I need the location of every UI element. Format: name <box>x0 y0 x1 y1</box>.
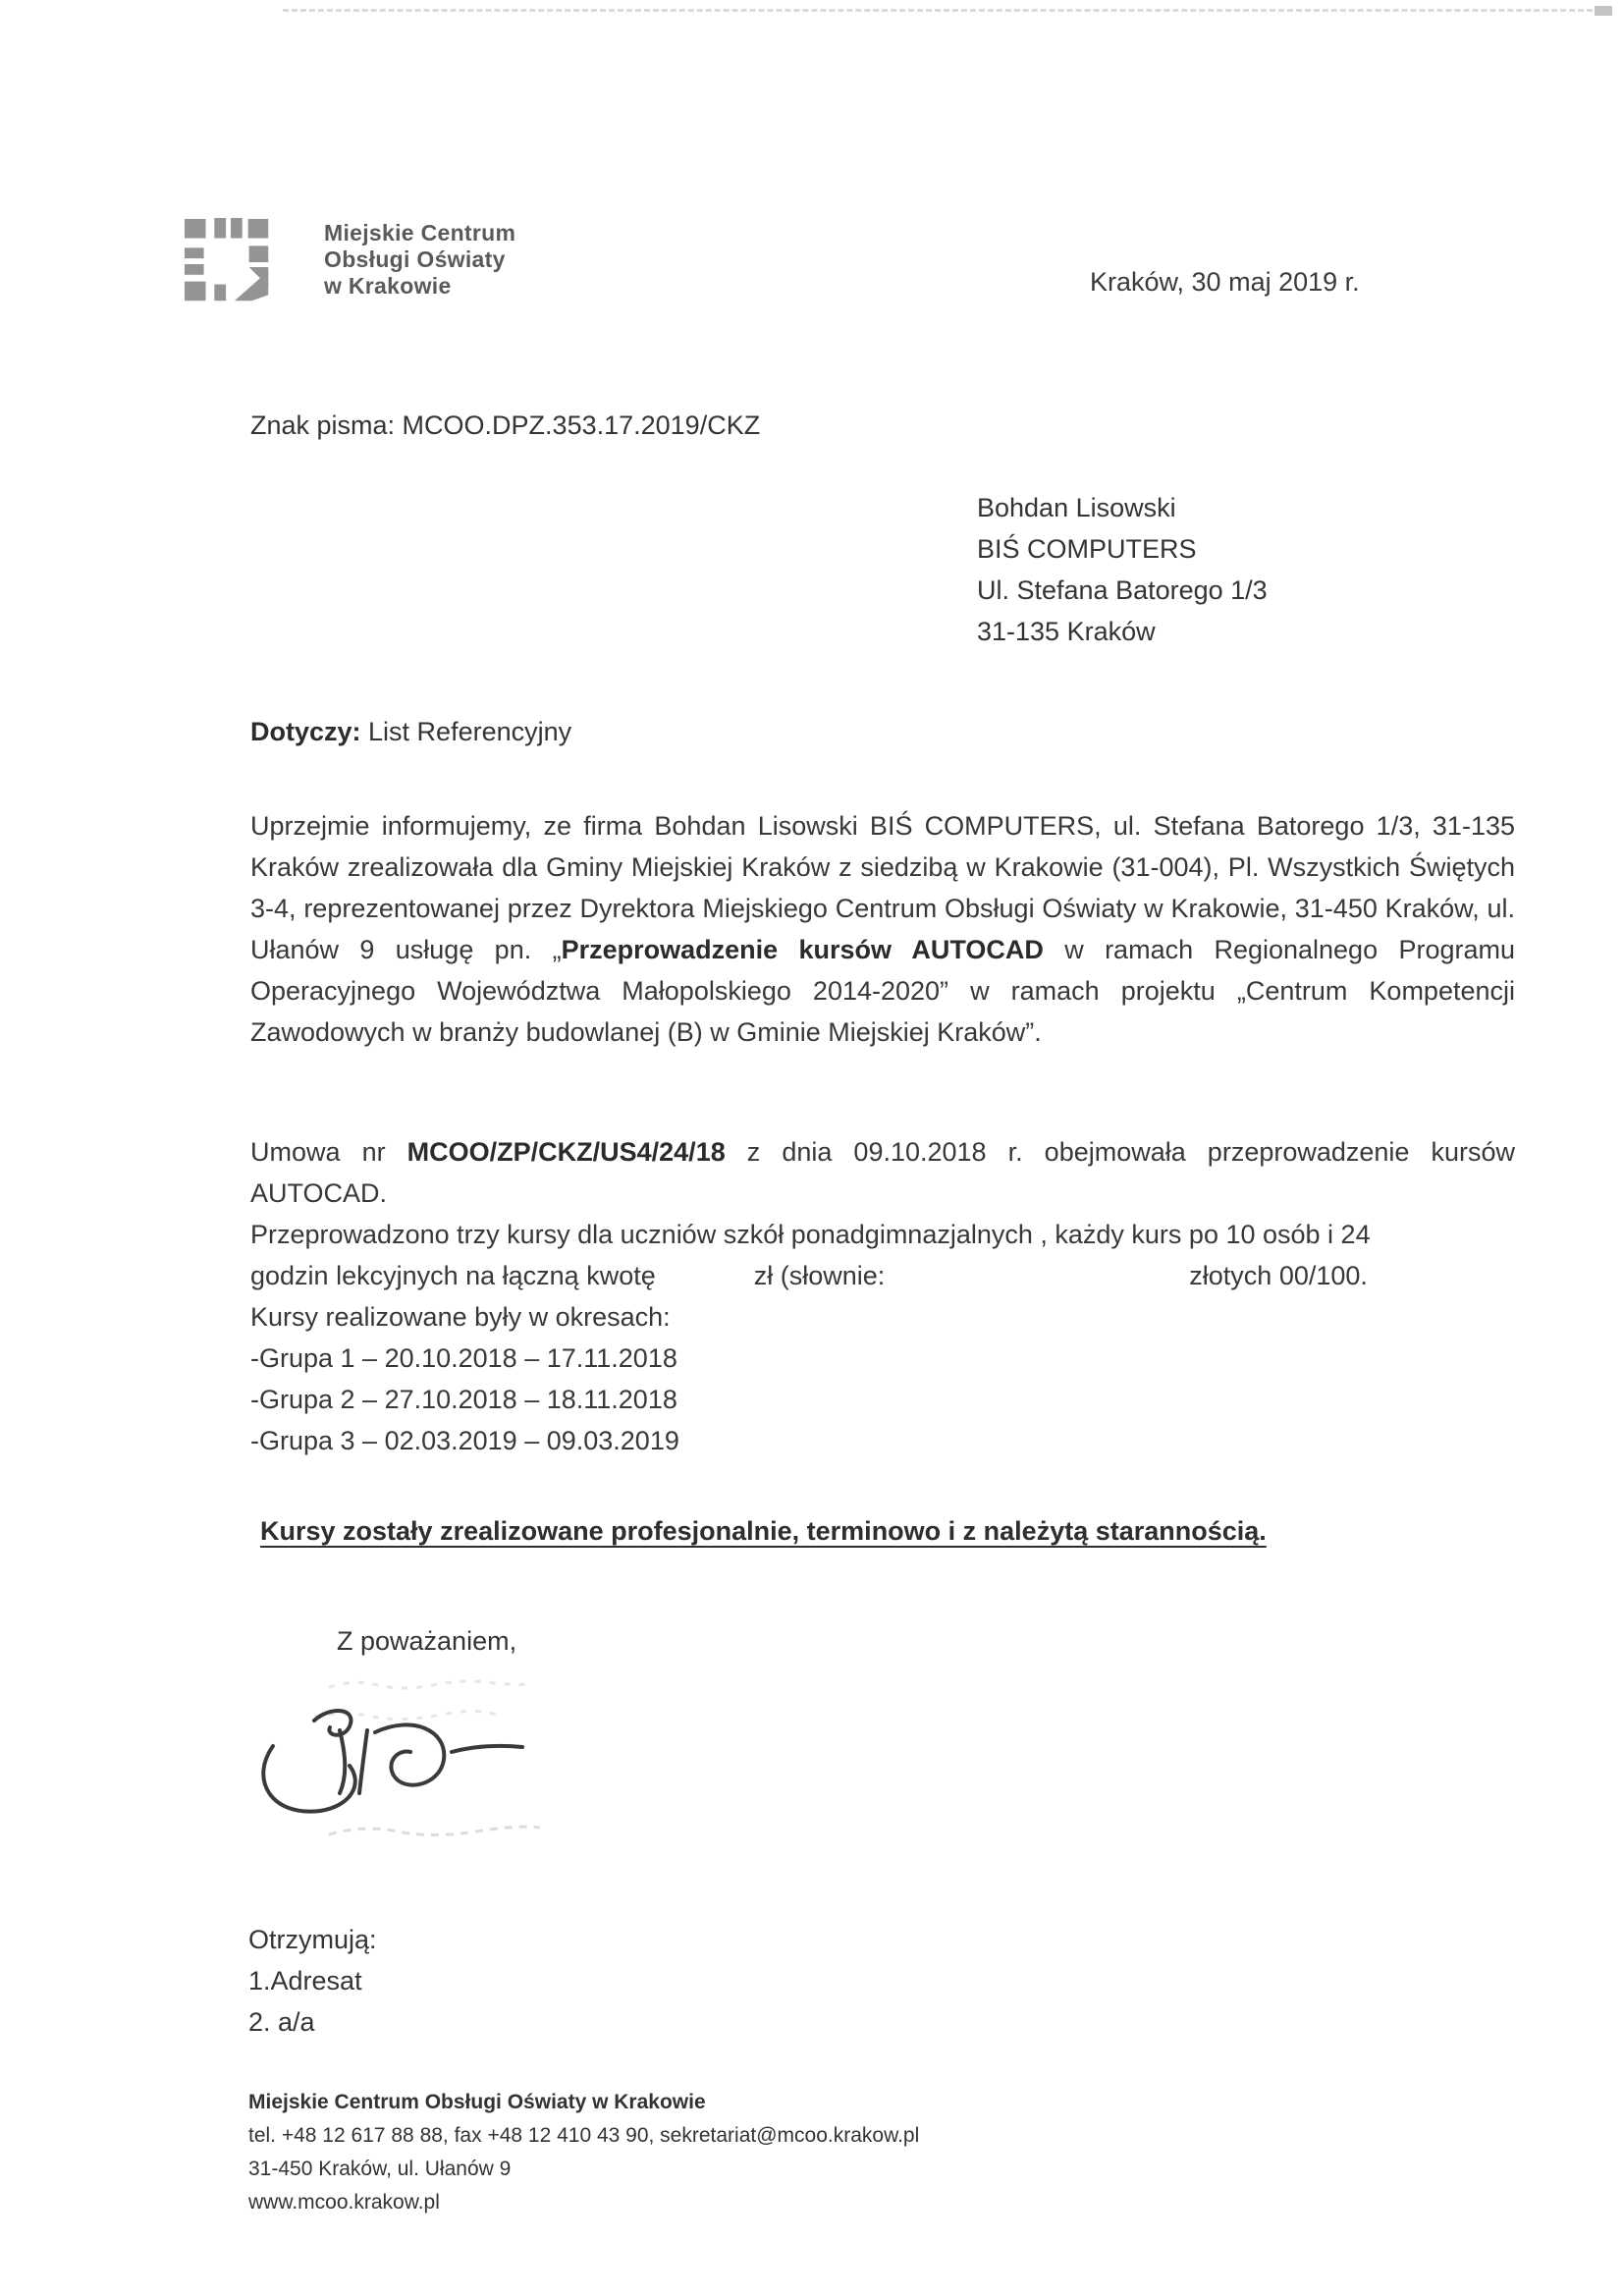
recipient-address <box>977 487 1268 652</box>
org-name-line: Obsługi Oświaty <box>324 246 506 272</box>
paragraph-intro-text: Uprzejmie informujemy, ze firma Bohdan Lisowski BIŚ COMPUTERS, ul. Stefana Batorego 1/3, 31-135 Kraków zrealizowała dla Gminy Miejskiej Kraków z siedzibą w Krakowie (31-004), Pl. Wszystkich Świętych 3-4, reprezentowanej przez Dyrektora Miejskiego Centrum Obsługi Oświaty w Krakowie, 31-450 Kraków, ul. Ułanów 9 usługę pn. „ <box>250 811 1515 964</box>
recipient-name: Bohdan Lisowski <box>977 493 1176 522</box>
paragraph-intro-tail: w ramach Regionalnego Programu Operacyjnego Województwa Małopolskiego 2014-2020” w ramach projektu „Centrum Kompetencji Zawodowych w branży budowlanej (B) w Gminie Miejskiej Kraków”. <box>250 935 1515 1047</box>
amount-mid: zł (słownie: <box>753 1261 886 1290</box>
paragraph-intro <box>250 805 1515 1053</box>
recipient-street: Ul. Stefana Batorego 1/3 <box>977 575 1268 605</box>
closing-salutation: Z poważaniem, <box>337 1626 517 1656</box>
contract-number: MCOO/ZP/CKZ/US4/24/18 <box>406 1137 726 1167</box>
group-period-line: -Grupa 2 – 27.10.2018 – 18.11.2018 <box>250 1385 677 1414</box>
amount-pre: godzin lekcyjnych na łączną kwotę <box>250 1261 656 1290</box>
footer-website: www.mcoo.krakow.pl <box>248 2191 440 2214</box>
recipient-company: BIŚ COMPUTERS <box>977 534 1197 564</box>
periods-intro: Kursy realizowane były w okresach: <box>250 1302 671 1332</box>
letterhead-footer <box>248 2086 919 2219</box>
footer-contact: tel. +48 12 617 88 88, fax +48 12 410 43 90, sekretariat@mcoo.krakow.pl <box>248 2124 920 2147</box>
distribution-label: Otrzymują: <box>248 1925 377 1954</box>
subject-line <box>250 717 571 747</box>
contract-tail: z dnia 09.10.2018 r. obejmowała przeprowadzenie kursów AUTOCAD. <box>250 1137 1516 1208</box>
contract-pre: Umowa nr <box>250 1137 407 1167</box>
footer-address: 31-450 Kraków, ul. Ułanów 9 <box>248 2158 512 2180</box>
recipient-city: 31-135 Kraków <box>977 617 1156 646</box>
paragraph-contract-block <box>250 1131 1515 1461</box>
handwritten-signature <box>236 1669 648 1866</box>
org-name-line: w Krakowie <box>324 273 452 299</box>
group-period-line: -Grupa 1 – 20.10.2018 – 17.11.2018 <box>250 1343 677 1373</box>
amount-post: złotych 00/100. <box>1189 1261 1368 1290</box>
footer-org-name: Miejskie Centrum Obsługi Oświaty w Krakowie <box>248 2091 706 2113</box>
date-line: Kraków, 30 maj 2019 r. <box>1090 267 1360 297</box>
mcoo-logo-icon <box>183 216 279 312</box>
courses-summary-line: Przeprowadzono trzy kursy dla uczniów szkół ponadgimnazjalnych , każdy kurs po 10 osób i 24 <box>250 1220 1371 1249</box>
scan-artifact-mark <box>1595 6 1612 16</box>
subject-label: Dotyczy: <box>250 717 361 746</box>
distribution-list <box>248 1919 377 2043</box>
service-title-bold: Przeprowadzenie kursów AUTOCAD <box>561 935 1044 964</box>
subject-text: List Referencyjny <box>360 717 572 746</box>
amount-line <box>250 1255 1515 1296</box>
group-period-line: -Grupa 3 – 02.03.2019 – 09.03.2019 <box>250 1426 679 1455</box>
reference-number: Znak pisma: MCOO.DPZ.353.17.2019/CKZ <box>250 410 761 440</box>
quality-statement: Kursy zostały zrealizowane profesjonalnie, terminowo i z należytą starannością. <box>260 1516 1267 1546</box>
distribution-item: 2. a/a <box>248 2007 315 2037</box>
scan-artifact-line <box>283 9 1610 12</box>
distribution-item: 1.Adresat <box>248 1966 362 1995</box>
org-name-line: Miejskie Centrum <box>324 220 516 246</box>
paragraph-contract <box>250 1131 1515 1214</box>
organization-name <box>324 220 515 300</box>
